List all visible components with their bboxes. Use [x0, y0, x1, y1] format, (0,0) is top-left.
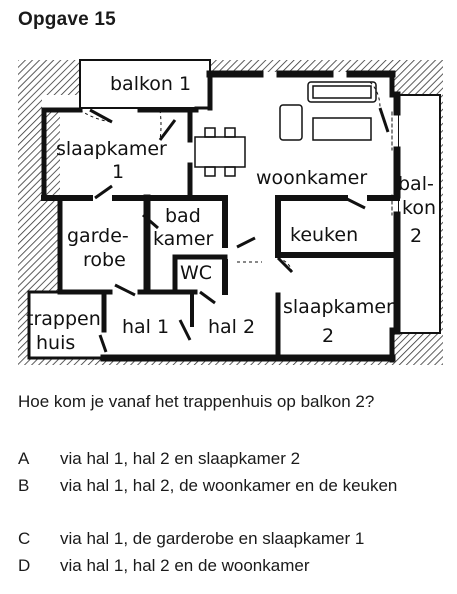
option-letter: C — [18, 529, 31, 548]
option-text: via hal 1, hal 2, de woonkamer en de keuken — [60, 476, 398, 495]
label-wc: WC — [180, 262, 213, 284]
label-garderobe-line1: garde- — [67, 225, 129, 247]
label-trappenhuis-line2: huis — [36, 332, 76, 354]
label-keuken: keuken — [290, 224, 359, 246]
label-slaapkamer1-line1: slaapkamer — [56, 138, 167, 160]
option-text: via hal 1, de garderobe en slaapkamer 1 — [60, 529, 365, 548]
label-hal1: hal 1 — [122, 316, 170, 338]
option-text: via hal 1, hal 2 en slaapkamer 2 — [60, 449, 301, 468]
option-letter: B — [18, 476, 30, 495]
label-balkon2-line2: kon — [402, 197, 436, 219]
label-slaapkamer1-line2: 1 — [112, 161, 125, 183]
label-hal2: hal 2 — [208, 316, 256, 338]
label-woonkamer: woonkamer — [256, 167, 368, 189]
label-balkon2-line1: bal- — [398, 173, 434, 195]
option-letter: D — [18, 556, 31, 575]
option-letter: A — [18, 449, 30, 468]
label-balkon2-line3: 2 — [410, 225, 423, 247]
label-slaapkamer2-line2: 2 — [322, 325, 335, 347]
label-balkon1: balkon 1 — [110, 73, 192, 95]
label-trappenhuis-line1: trappen — [26, 308, 101, 330]
option-text: via hal 1, hal 2 en de woonkamer — [60, 556, 310, 575]
label-badkamer-line2: kamer — [153, 228, 214, 250]
exercise-title: Opgave 15 — [18, 9, 116, 30]
question-text: Hoe kom je vanaf het trappenhuis op balkon 2? — [18, 392, 375, 411]
label-badkamer-line1: bad — [165, 205, 201, 227]
label-slaapkamer2-line1: slaapkamer — [283, 296, 394, 318]
label-garderobe-line2: robe — [83, 249, 126, 271]
